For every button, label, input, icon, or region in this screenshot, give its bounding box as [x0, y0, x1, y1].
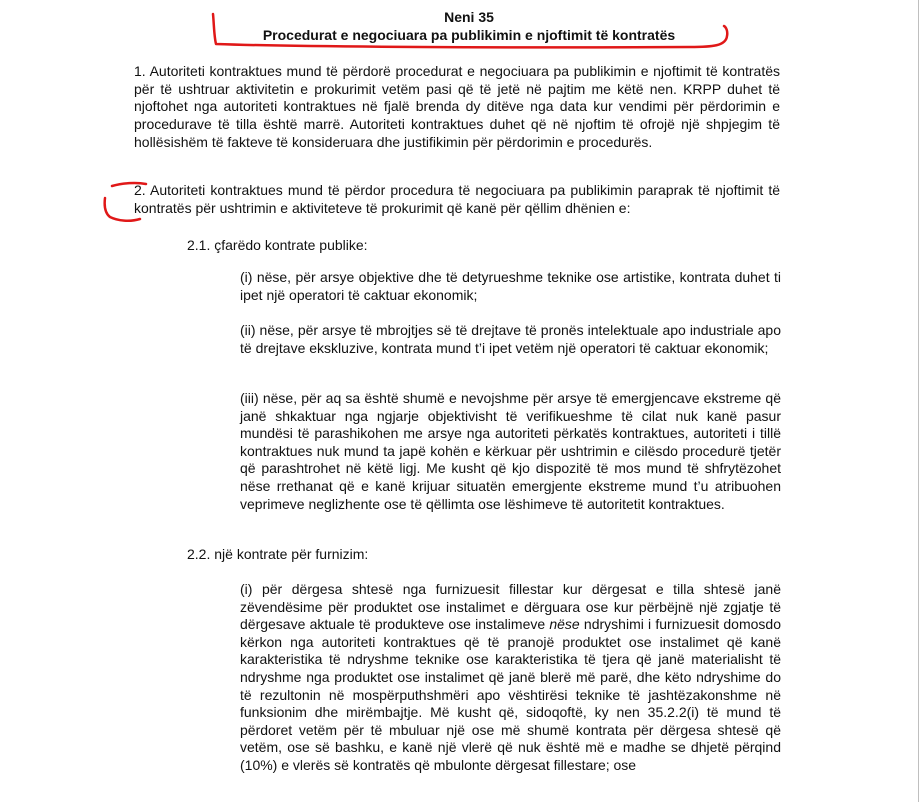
subsection-2-1: 2.1. çfarëdo kontrate publike:	[187, 237, 368, 253]
item-2-2-i-text-end: ndryshimi i furnizuesit domosdo kërkon nga autoriteti kontraktues që të pranojë produktet ose instalimet që kanë karakteristika të ndryshme teknike ose karakteristika të tjera që janë materialisht të ndryshme nga produktet ose instalimet që janë blerë më parë, dhe këto ndryshime do të rezultonin në mospërputhshmëri apo vështirësi teknike të jashtëzakonshme në funksionim dhe mirëmbajtje. Më kusht që, sidoqoftë, ky nen 35.2.2(i) të mund të përdoret vetëm për të mbuluar një ose më shumë kontrata për dërgesa shtesë që vetëm, ose së bashku, e kanë një vlerë që nuk është më e madhe se dhjetë përqind (10%) e vlerës së kontratës që mbulonte dërgesat fillestare; ose	[240, 616, 781, 773]
subsection-2-2: 2.2. një kontrate për furnizim:	[187, 546, 369, 562]
item-2-1-i: (i) nëse, për arsye objektive dhe të detyrueshme teknike ose artistike, kontrata duhet ti ipet një operatori të caktuar ekonomik;	[240, 269, 781, 303]
item-2-1-iii: (iii) nëse, për aq sa është shumë e nevojshme për arsye të emergjencave ekstreme që janë shkaktuar nga ngjarje objektivisht të verifikueshme të cilat nuk kanë pasur mundësi të parashikohen me arsye nga autoriteti përkatës kontraktues, autoriteti i tillë kontraktues nuk mund ta japë kohën e kërkuar për ushtrimin e cilësdo procedurë tjetër që parashtrohet në këtë ligj. Me kusht që kjo dispozitë të mos mund të shfrytëzohet nëse rrethanat që e kanë krijuar situatën emergjente ekstreme mund t’u atribuohen veprimeve neglizhente ose të qëllimta ose lëshimeve të autoritetit kontraktues.	[240, 390, 781, 512]
item-2-2-i-emphasis: nëse	[549, 616, 580, 633]
item-2-2-i	[240, 581, 781, 775]
item-2-1-ii: (ii) nëse, për arsye të mbrojtjes së të drejtave të pronës intelektuale apo industriale apo të drejtave ekskluzive, kontrata mund t’i ipet vetëm një operatori të caktuar ekonomik;	[240, 322, 781, 356]
item-2-2-i-text-start: (i) për dërgesa shtesë nga furnizuesit fillestar kur dërgesat e tilla shtesë janë zëvendësime për produktet ose instalimet e dërguara ose kur përbëjnë një zgjatje të dërgesave aktuale të produkteve ose instalimeve	[240, 581, 781, 633]
article-number: Neni 35	[444, 9, 494, 25]
paragraph-2: 2. Autoriteti kontraktues mund të përdor procedura të negociuara pa publikimin paraprak të njoftimit të kontratës për ushtrimin e aktiviteteve të prokurimit që kanë për qëllim dhënien e:	[134, 182, 780, 216]
paragraph-1: 1. Autoriteti kontraktues mund të përdorë procedurat e negociuara pa publikimin e njoftimit të kontratës për të ushtruar aktivitetin e prokurimit vetëm pasi që të jetë në pajtim me këtë nen. KRPP duhet të njoftohet nga autoriteti kontraktues në fjalë brenda dy ditëve nga data kur vendimi për përdorimin e procedurave të tilla është marrë. Autoriteti kontraktues duhet që në njoftim të ofrojë një shpjegim të hollësishëm të fakteve të konsideruara dhe justifikimin për përdorimin e procedurës.	[134, 63, 780, 150]
article-title: Procedurat e negociuara pa publikimin e njoftimit të kontratës	[262, 27, 676, 43]
